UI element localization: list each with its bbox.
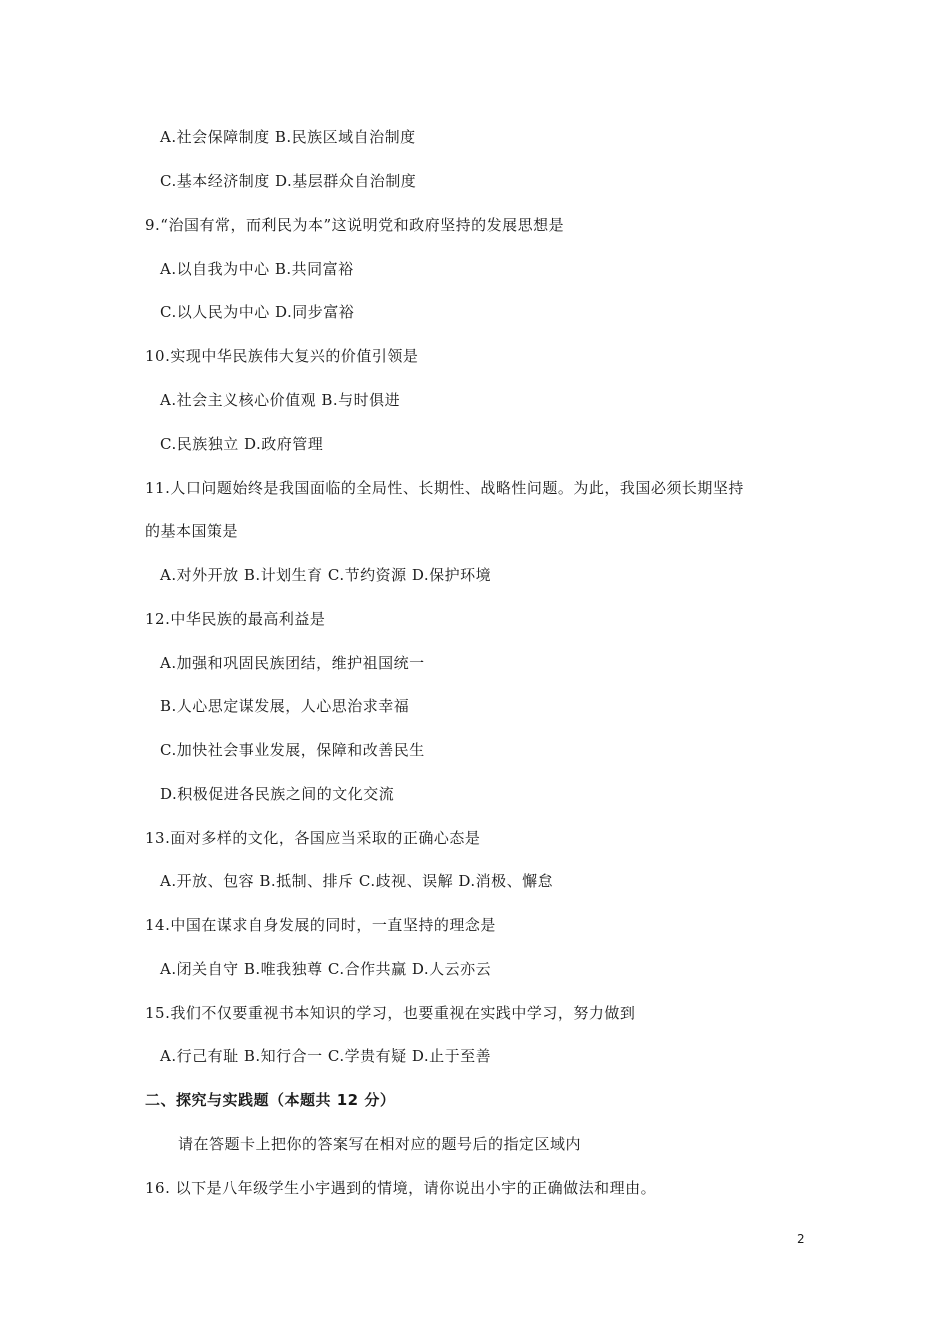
q8-options-cd: C.基本经济制度 D.基层群众自治制度 xyxy=(160,172,417,190)
question-10: 10.实现中华民族伟大复兴的价值引领是 xyxy=(145,347,419,365)
q9-options-cd: C.以人民为中心 D.同步富裕 xyxy=(160,303,355,321)
question-13: 13.面对多样的文化，各国应当采取的正确心态是 xyxy=(145,829,481,847)
q14-options: A.闭关自守 B.唯我独尊 C.合作共赢 D.人云亦云 xyxy=(160,960,492,978)
q15-options: A.行己有耻 B.知行合一 C.学贵有疑 D.止于至善 xyxy=(160,1047,492,1065)
question-15: 15.我们不仅要重视书本知识的学习，也要重视在实践中学习，努力做到 xyxy=(145,1004,636,1022)
q8-options-ab: A.社会保障制度 B.民族区域自治制度 xyxy=(160,128,416,146)
question-9: 9.“治国有常，而利民为本”这说明党和政府坚持的发展思想是 xyxy=(145,216,565,234)
question-11-continued: 的基本国策是 xyxy=(145,522,239,540)
section-instruction: 请在答题卡上把你的答案写在相对应的题号后的指定区域内 xyxy=(178,1135,582,1153)
question-14: 14.中国在谋求自身发展的同时，一直坚持的理念是 xyxy=(145,916,496,934)
question-12: 12.中华民族的最高利益是 xyxy=(145,610,326,628)
page-number: 2 xyxy=(797,1232,805,1246)
q11-options: A.对外开放 B.计划生育 C.节约资源 D.保护环境 xyxy=(160,566,492,584)
q13-options: A.开放、包容 B.抵制、排斥 C.歧视、误解 D.消极、懈怠 xyxy=(160,872,554,890)
q12-option-c: C.加快社会事业发展，保障和改善民生 xyxy=(160,741,425,759)
question-11: 11.人口问题始终是我国面临的全局性、长期性、战略性问题。为此，我国必须长期坚持 xyxy=(145,479,744,497)
q12-option-d: D.积极促进各民族之间的文化交流 xyxy=(160,785,395,803)
q12-option-b: B.人心思定谋发展，人心思治求幸福 xyxy=(160,697,410,715)
question-16: 16. 以下是八年级学生小宇遇到的情境，请你说出小宇的正确做法和理由。 xyxy=(145,1179,657,1197)
q9-options-ab: A.以自我为中心 B.共同富裕 xyxy=(160,260,354,278)
q12-option-a: A.加强和巩固民族团结，维护祖国统一 xyxy=(160,654,425,672)
section-heading: 二、探究与实践题（本题共 12 分） xyxy=(145,1091,396,1109)
q10-options-cd: C.民族独立 D.政府管理 xyxy=(160,435,324,453)
q10-options-ab: A.社会主义核心价值观 B.与时俱进 xyxy=(160,391,401,409)
